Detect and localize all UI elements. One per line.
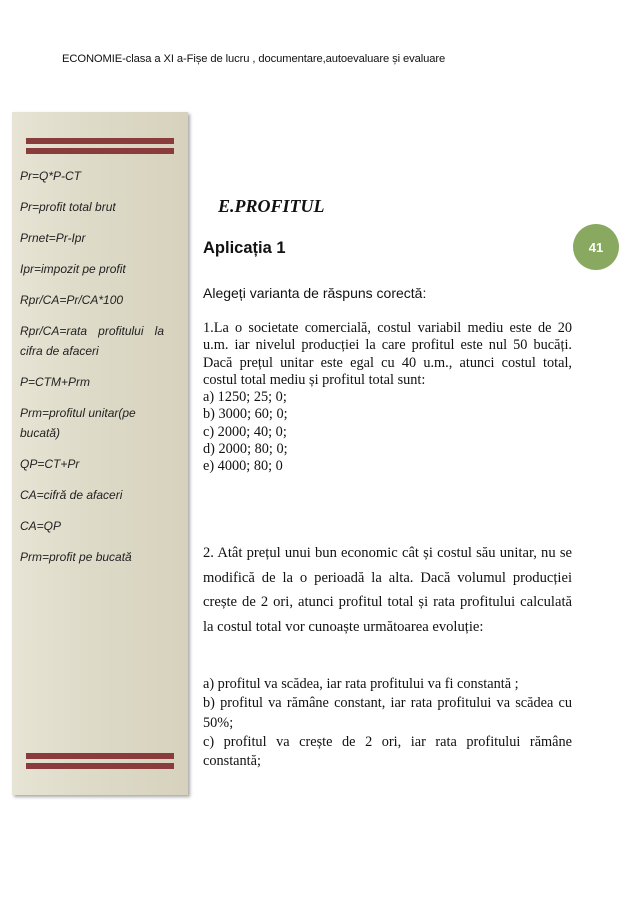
page-header: ECONOMIE-clasa a XI a-Fișe de lucru , documentare,autoevaluare și evaluare — [62, 53, 446, 65]
formula-item: Rpr/CA=Pr/CA*100 — [20, 293, 124, 307]
answer-option: a) 1250; 25; 0; — [203, 389, 287, 406]
formula-item: Rpr/CA=rata profitului la cifra de afaceri — [20, 324, 164, 358]
formula-item: Ipr=impozit pe profit — [20, 262, 126, 276]
formula-item: Prm=profit pe bucată — [20, 550, 132, 564]
formula-item: Pr=profit total brut — [20, 200, 116, 214]
formula-item: CA=cifră de afaceri — [20, 488, 123, 502]
answer-option: b) 3000; 60; 0; — [203, 406, 288, 423]
answer-option: a) profitul va scădea, iar rata profitului va fi constantă ; — [203, 676, 519, 692]
instruction-text: Alegeți varianta de răspuns corectă: — [203, 285, 427, 301]
sidebar-bottom-rule — [26, 753, 174, 759]
application-title: Aplicația 1 — [203, 239, 286, 257]
question-text: 2. Atât prețul unui bun economic cât și costul său unitar, nu se modifică de la o perioadă la alta. Dacă volumul producției crește de 2 ori, atunci profitul total și rata profitului calculată la costul total vor cunoaște următoarea evoluție: — [203, 545, 572, 635]
question-2-options — [203, 675, 572, 771]
formula-item: Pr=Q*P-CT — [20, 169, 82, 183]
formula-item: P=CTM+Prm — [20, 375, 91, 389]
question-text: 1.La o societate comercială, costul variabil mediu este de 20 u.m. iar nivelul producției la care profitul este nul 50 bucăți. Dacă prețul unitar este egal cu 40 u.m., atunci costul total, costul total mediu și profitul total sunt: — [203, 320, 572, 388]
question-2 — [203, 541, 572, 639]
sidebar-top-rule — [26, 138, 174, 144]
answer-option: d) 2000; 80; 0; — [203, 441, 288, 458]
formula-item: Prnet=Pr-Ipr — [20, 231, 86, 245]
sidebar-bottom-rule-2 — [26, 763, 174, 769]
formula-item: QP=CT+Pr — [20, 457, 80, 471]
formula-list — [20, 166, 164, 567]
answer-option: c) 2000; 40; 0; — [203, 423, 287, 440]
page-number-badge: 41 — [573, 224, 619, 270]
section-title: E.PROFITUL — [218, 196, 325, 216]
question-1 — [203, 320, 572, 476]
answer-option: b) profitul va rămâne constant, iar rata profitului va scădea cu 50%; — [203, 695, 572, 731]
formula-item: Prm=profitul unitar(pe bucată) — [20, 406, 136, 440]
sidebar-top-rule-2 — [26, 148, 174, 154]
formula-item: CA=QP — [20, 519, 62, 533]
answer-option: c) profitul va crește de 2 ori, iar rata profitului rămâne constantă; — [203, 733, 572, 770]
answer-option: e) 4000; 80; 0 — [203, 458, 283, 475]
